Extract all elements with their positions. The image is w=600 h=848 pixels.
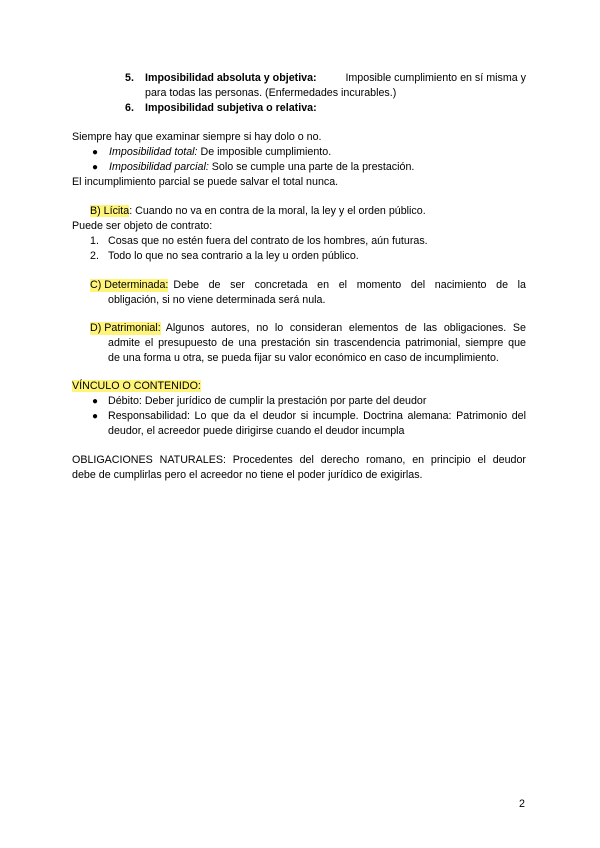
determinada-label: C) Determinada: bbox=[90, 279, 169, 291]
objeto-intro: Puede ser objeto de contrato: bbox=[72, 220, 213, 232]
vinculo-heading bbox=[72, 380, 201, 393]
patrimonial-text: Algunos autores, no lo consideran elementos de las obligaciones. Se bbox=[165, 322, 526, 334]
imposibilidad-total-term: Imposibilidad total: bbox=[109, 146, 198, 158]
vinculo-debito: Débito: Deber jurídico de cumplir la prestación por parte del deudor bbox=[108, 395, 427, 407]
bullet-dot-icon: ● bbox=[92, 396, 99, 407]
objeto-item-1: Cosas que no estén fuera del contrato de los hombres, aún futuras. bbox=[108, 235, 428, 247]
bullet-dot-icon: ● bbox=[92, 411, 99, 422]
imposibilidad-total-item bbox=[109, 146, 331, 159]
bullet-dot-icon: ● bbox=[92, 162, 99, 173]
licita-text: : Cuando no va en contra de la moral, la ley y el orden público. bbox=[129, 205, 426, 217]
item-6-number: 6. bbox=[125, 102, 134, 114]
objeto-item-1-number: 1. bbox=[90, 235, 99, 247]
item-6-title: Imposibilidad subjetiva o relativa: bbox=[145, 102, 317, 114]
patrimonial-label: D) Patrimonial: bbox=[90, 322, 161, 334]
naturales-line2: debe de cumplirlas pero el acreedor no tiene el poder jurídico de exigirlas. bbox=[72, 469, 423, 481]
item-5-line2: para todas las personas. (Enfermedades incurables.) bbox=[145, 87, 397, 99]
patrimonial-line3: de una forma u otra, se pueda fijar su valor económico en caso de incumplimiento. bbox=[108, 352, 499, 364]
patrimonial-line2: admite el presupuesto de una prestación sin trascendencia patrimonial, siempre que bbox=[108, 337, 526, 349]
item-5-number: 5. bbox=[125, 72, 134, 84]
determinada-line1 bbox=[90, 279, 526, 292]
parcial-line: El incumplimiento parcial se puede salvar el total nunca. bbox=[72, 176, 339, 188]
licita-paragraph bbox=[90, 205, 426, 218]
objeto-item-2: Todo lo que no sea contrario a la ley u orden público. bbox=[108, 250, 359, 262]
imposibilidad-total-text: De imposible cumplimiento. bbox=[197, 146, 332, 158]
bullet-dot-icon: ● bbox=[92, 147, 99, 158]
item-5-line1 bbox=[145, 72, 526, 85]
vinculo-responsabilidad-line1: Responsabilidad: Lo que da el deudor si incumple. Doctrina alemana: Patrimonio del bbox=[108, 410, 526, 422]
imposibilidad-parcial-item bbox=[109, 161, 414, 174]
page-number: 2 bbox=[519, 798, 525, 810]
licita-label: B) Lícita bbox=[90, 205, 130, 217]
imposibilidad-parcial-text: Solo se cumple una parte de la prestación. bbox=[208, 161, 415, 173]
objeto-item-2-number: 2. bbox=[90, 250, 99, 262]
item-5-title: Imposibilidad absoluta y objetiva: bbox=[145, 72, 317, 84]
vinculo-heading-text: VÍNCULO O CONTENIDO: bbox=[72, 380, 201, 392]
item-5-text: Imposible cumplimiento en sí misma y bbox=[345, 72, 526, 84]
determinada-text: Debe de ser concretada en el momento del nacimiento de la bbox=[173, 279, 526, 291]
determinada-line2: obligación, si no viene determinada será nula. bbox=[108, 294, 326, 306]
patrimonial-line1 bbox=[90, 322, 526, 335]
naturales-line1: OBLIGACIONES NATURALES: Procedentes del derecho romano, en principio el deudor bbox=[72, 454, 526, 466]
vinculo-responsabilidad-line2: deudor, el acreedor puede dirigirse cuando el deudor incumpla bbox=[108, 425, 405, 437]
imposibilidad-parcial-term: Imposibilidad parcial: bbox=[109, 161, 209, 173]
dolo-line: Siempre hay que examinar siempre si hay dolo o no. bbox=[72, 131, 322, 143]
